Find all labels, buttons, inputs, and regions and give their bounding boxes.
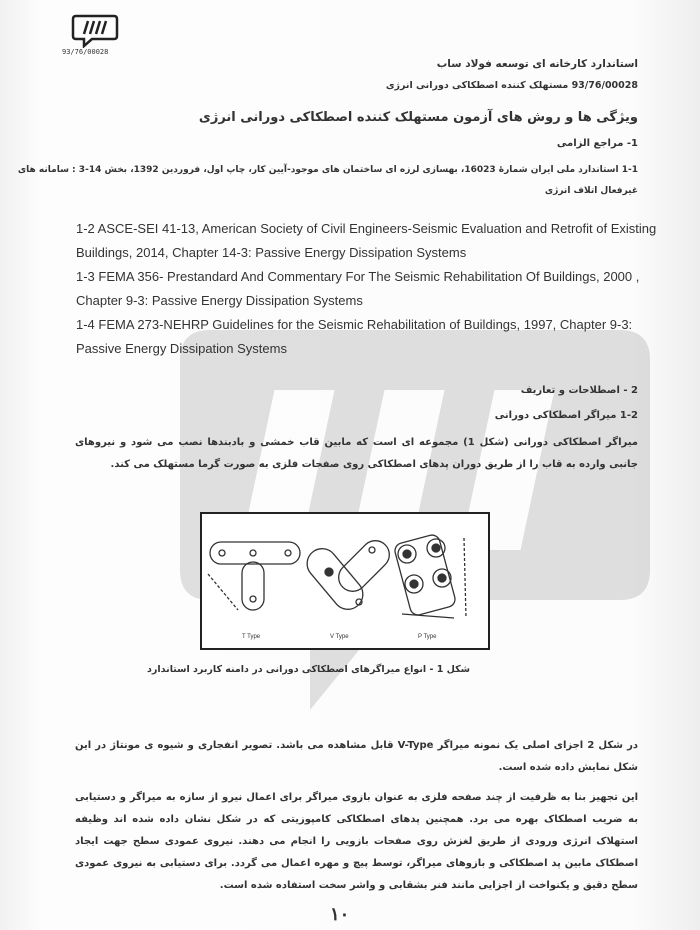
section2-subheading: 1-2 میراگر اصطکاکی دورانی bbox=[494, 410, 638, 421]
figure-caption: شکل 1 - انواع میراگرهای اصطکاکی دورانی در دامنه کاربرد استاندارد bbox=[147, 664, 470, 675]
page-number: ۱۰ bbox=[330, 904, 350, 925]
standard-logo-icon bbox=[70, 12, 120, 48]
section2-heading: 2 - اصطلاحات و تعاریف bbox=[520, 385, 638, 396]
p-type-label: P Type bbox=[418, 634, 437, 640]
components-paragraph: در شکل 2 اجزای اصلی یک نمونه میراگر V-Type قابل مشاهده می باشد. تصویر انفجاری و شیوه ی مونتاژ در این شکل نمایش داده شده است. bbox=[75, 740, 638, 773]
section1-heading: 1- مراجع الزامی bbox=[556, 138, 638, 149]
page-title: ویژگی ها و روش های آزمون مستهلک کننده اصطکاکی دورانی انرژی bbox=[198, 110, 638, 125]
reference-2: 1-2 ASCE-SEI 41-13, American Society of Civil Engineers-Seismic Evaluation and Retrofit of Existing Buildings, 2014, Chapter 14-3: Passive Energy Dissipation Systems bbox=[76, 221, 657, 260]
description-paragraph: این تجهیز بنا به ظرفیت از چند صفحه فلزی به عنوان بازوی میراگر برای اعمال نیرو از سازه به میراگر و دستیابی به ضریب اصطکاک بهره می برد. همچنین پدهای اصطکاکی کامپوزیتی که در شکل نشان داده شده اند وظیفه استهلاک انرژی ورودی از طریق لغزش روی صفحات بازویی را انجام می دهند. نیروی عمودی سطح جهت ایجاد اصطکاک مابین پد اصطکاکی و بازوهای میراگر، توسط پیچ و مهره اعمال می گردد. برای دستیابی به نیروی عمودی سطح دقیق و یکنواخت از اجزایی مانند فنر بشقابی و واشر سخت استفاده شده است. bbox=[75, 792, 638, 891]
company-name: استاندارد کارخانه ای توسعه فولاد ساب bbox=[436, 58, 638, 70]
v-type-label: V Type bbox=[330, 634, 349, 640]
t-type-label: T Type bbox=[242, 634, 261, 640]
damper-types-drawing bbox=[202, 514, 488, 648]
reference-4: 1-4 FEMA 273-NEHRP Guidelines for the Seismic Rehabilitation of Buildings, 1997, Chapter 9-3: Passive Energy Dissipation Systems bbox=[76, 317, 633, 356]
reference-1-line1: 1-1 استاندارد ملی ایران شمارۀ 16023، بهسازی لرزه ای ساختمان های موجود-آیین کار، چاپ اول، فروردین 1392، بخش 14-3 : سامانه های bbox=[17, 165, 638, 175]
damper-figure bbox=[200, 512, 490, 650]
reference-1-line2: غیرفعال اتلاف انرژی bbox=[544, 186, 638, 196]
document-code: 93/76/00028 مستهلک کننده اصطکاکی دورانی انرژی bbox=[385, 80, 638, 91]
definition-paragraph: میراگر اصطکاکی دورانی (شکل 1) مجموعه ای است که مابین قاب خمشی و بادبندها نصب می شود و نیروهای جانبی وارده به قاب را از طریق دوران پدهای اصطکاکی روی صفحات فلزی به صورت گرما مستهلک می کند. bbox=[75, 437, 638, 470]
reference-3: 1-3 FEMA 356- Prestandard And Commentary For The Seismic Rehabilitation Of Buildings, 2000 , Chapter 9-3: Passive Energy Dissipation Systems bbox=[76, 269, 640, 308]
logo-code: 93/76/00028 bbox=[62, 48, 109, 56]
